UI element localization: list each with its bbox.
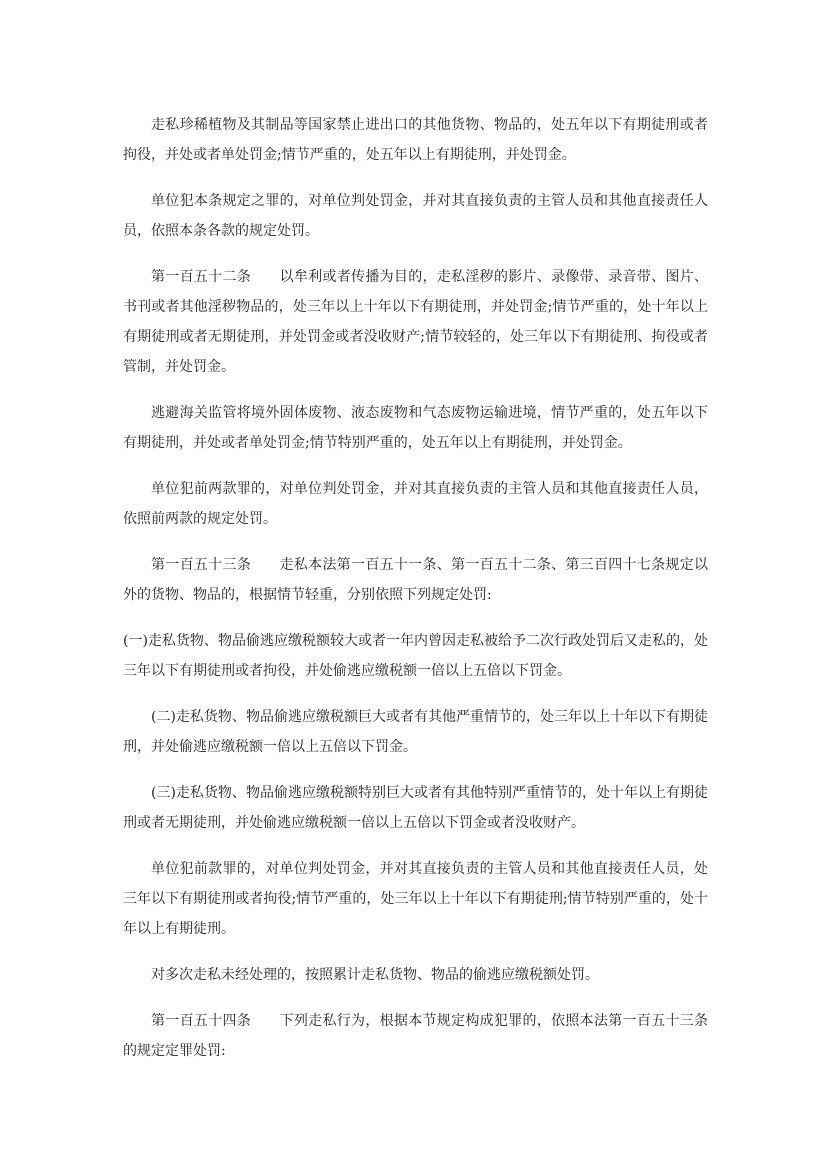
article-152-paragraph: 第一百五十二条 以牟利或者传播为目的，走私淫秽的影片、录像带、录音带、图片、书刊或者其他淫秽物品的，处三年以上十年以下有期徒刑，并处罚金;情节严重的，处十年以上有期徒刑或者无期徒刑，并处罚金或者没收财产;情节较轻的，处三年以下有期徒刑、拘役或者管制，并处罚金。 xyxy=(123,269,708,375)
article-154-paragraph: 第一百五十四条 下列走私行为，根据本节规定构成犯罪的，依照本法第一百五十三条的规定定罪处罚: xyxy=(123,1013,708,1059)
paragraph: 走私珍稀植物及其制品等国家禁止进出口的其他货物、物品的，处五年以下有期徒刑或者拘役，并处或者单处罚金;情节严重的，处五年以上有期徒刑，并处罚金。 xyxy=(123,117,708,163)
article-153-paragraph: 第一百五十三条 走私本法第一百五十一条、第一百五十二条、第三百四十七条规定以外的货物、物品的，根据情节轻重，分别依照下列规定处罚: xyxy=(123,557,708,603)
paragraph: 单位犯前款罪的，对单位判处罚金，并对其直接负责的主管人员和其他直接责任人员，处三年以下有期徒刑或者拘役;情节严重的，处三年以上十年以下有期徒刑;情节特别严重的，处十年以上有期徒刑。 xyxy=(123,861,708,937)
paragraph: 逃避海关监管将境外固体废物、液态废物和气态废物运输进境，情节严重的，处五年以下有期徒刑，并处或者单处罚金;情节特别严重的，处五年以上有期徒刑，并处罚金。 xyxy=(123,405,708,451)
paragraph: 单位犯前两款罪的，对单位判处罚金，并对其直接负责的主管人员和其他直接责任人员，依照前两款的规定处罚。 xyxy=(123,481,708,527)
clause-3-paragraph: (三)走私货物、物品偷逃应缴税额特别巨大或者有其他特别严重情节的，处十年以上有期徒刑或者无期徒刑，并处偷逃应缴税额一倍以上五倍以下罚金或者没收财产。 xyxy=(123,785,708,831)
paragraph: 对多次走私未经处理的，按照累计走私货物、物品的偷逃应缴税额处罚。 xyxy=(151,967,599,983)
clause-2-paragraph: (二)走私货物、物品偷逃应缴税额巨大或者有其他严重情节的，处三年以上十年以下有期徒刑，并处偷逃应缴税额一倍以上五倍以下罚金。 xyxy=(123,709,708,755)
clause-1-paragraph: (一)走私货物、物品偷逃应缴税额较大或者一年内曾因走私被给予二次行政处罚后又走私的，处三年以下有期徒刑或者拘役，并处偷逃应缴税额一倍以上五倍以下罚金。 xyxy=(123,633,708,679)
paragraph: 单位犯本条规定之罪的，对单位判处罚金，并对其直接负责的主管人员和其他直接责任人员，依照本条各款的规定处罚。 xyxy=(123,193,708,239)
document-body xyxy=(123,110,708,1082)
